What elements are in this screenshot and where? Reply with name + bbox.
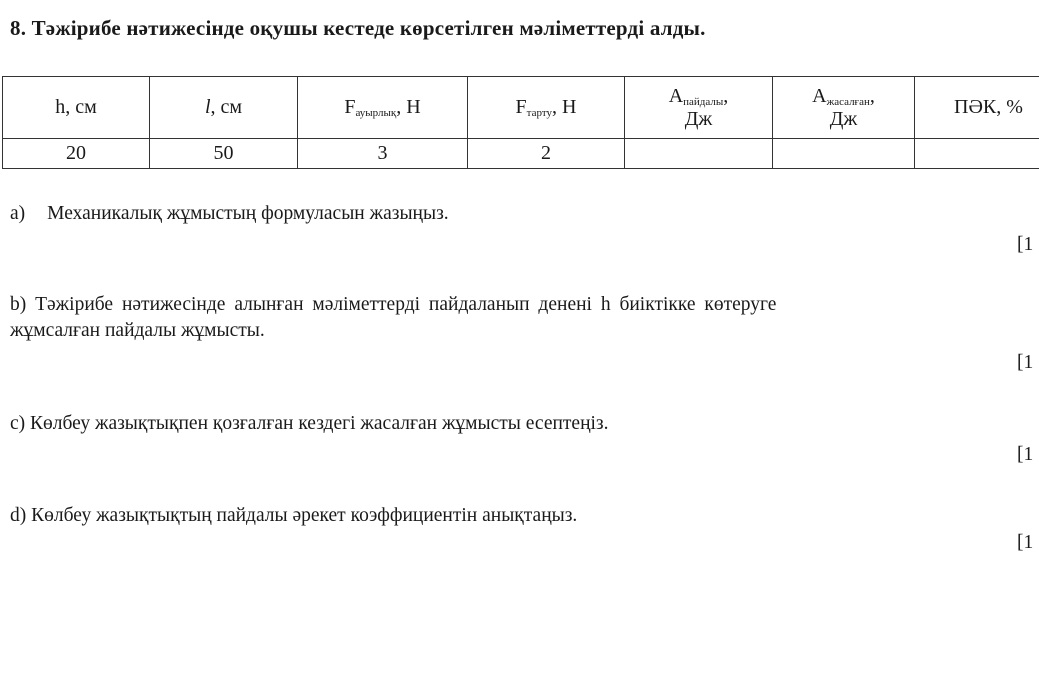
task-title: 8. Тәжірибе нәтижесінде оқушы кестеде көрсетілген мәліметтерді алды. xyxy=(10,16,706,40)
question-a-mark: [1 xyxy=(1017,234,1034,255)
header-height: h, см xyxy=(3,77,150,139)
header-efficiency: ПӘК, % xyxy=(915,77,1039,139)
data-table xyxy=(2,76,1039,169)
cell-height: 20 xyxy=(3,139,150,169)
cell-length: 50 xyxy=(150,139,298,169)
header-length: l, см xyxy=(150,77,298,139)
question-c: c) Көлбеу жазықтықпен қозғалған кездегі жасалған жұмысты есептеңіз. xyxy=(10,413,609,434)
cell-efficiency xyxy=(915,139,1039,169)
header-useful-work: $A_{пайдалы}$, Дж xyxy=(625,77,773,139)
question-b: b) Тәжірибе нәтижесінде алынған мәліметтерді пайдаланып денені h биіктікке көтеруге жұмсалған пайдалы жұмысты. xyxy=(10,294,777,341)
header-total-work: $A_{жасалған}$, Дж xyxy=(773,77,915,139)
table-header-row xyxy=(3,77,1039,139)
question-d-mark: [1 xyxy=(1017,532,1034,553)
table-row xyxy=(3,139,1039,169)
cell-pull-force: 2 xyxy=(468,139,625,169)
cell-weight-force: 3 xyxy=(298,139,468,169)
question-d: d) Көлбеу жазықтықтың пайдалы әрекет коэффициентін анықтаңыз. xyxy=(10,505,578,526)
cell-total-work xyxy=(773,139,915,169)
cell-useful-work xyxy=(625,139,773,169)
question-b-mark: [1 xyxy=(1017,352,1034,373)
header-weight-force: $F_{ауырлық}$, Н xyxy=(298,77,468,139)
question-c-mark: [1 xyxy=(1017,444,1034,465)
question-a: a) Механикалық жұмыстың формуласын жазыңыз. xyxy=(10,203,449,224)
header-pull-force: $F_{тарту}$, Н xyxy=(468,77,625,139)
